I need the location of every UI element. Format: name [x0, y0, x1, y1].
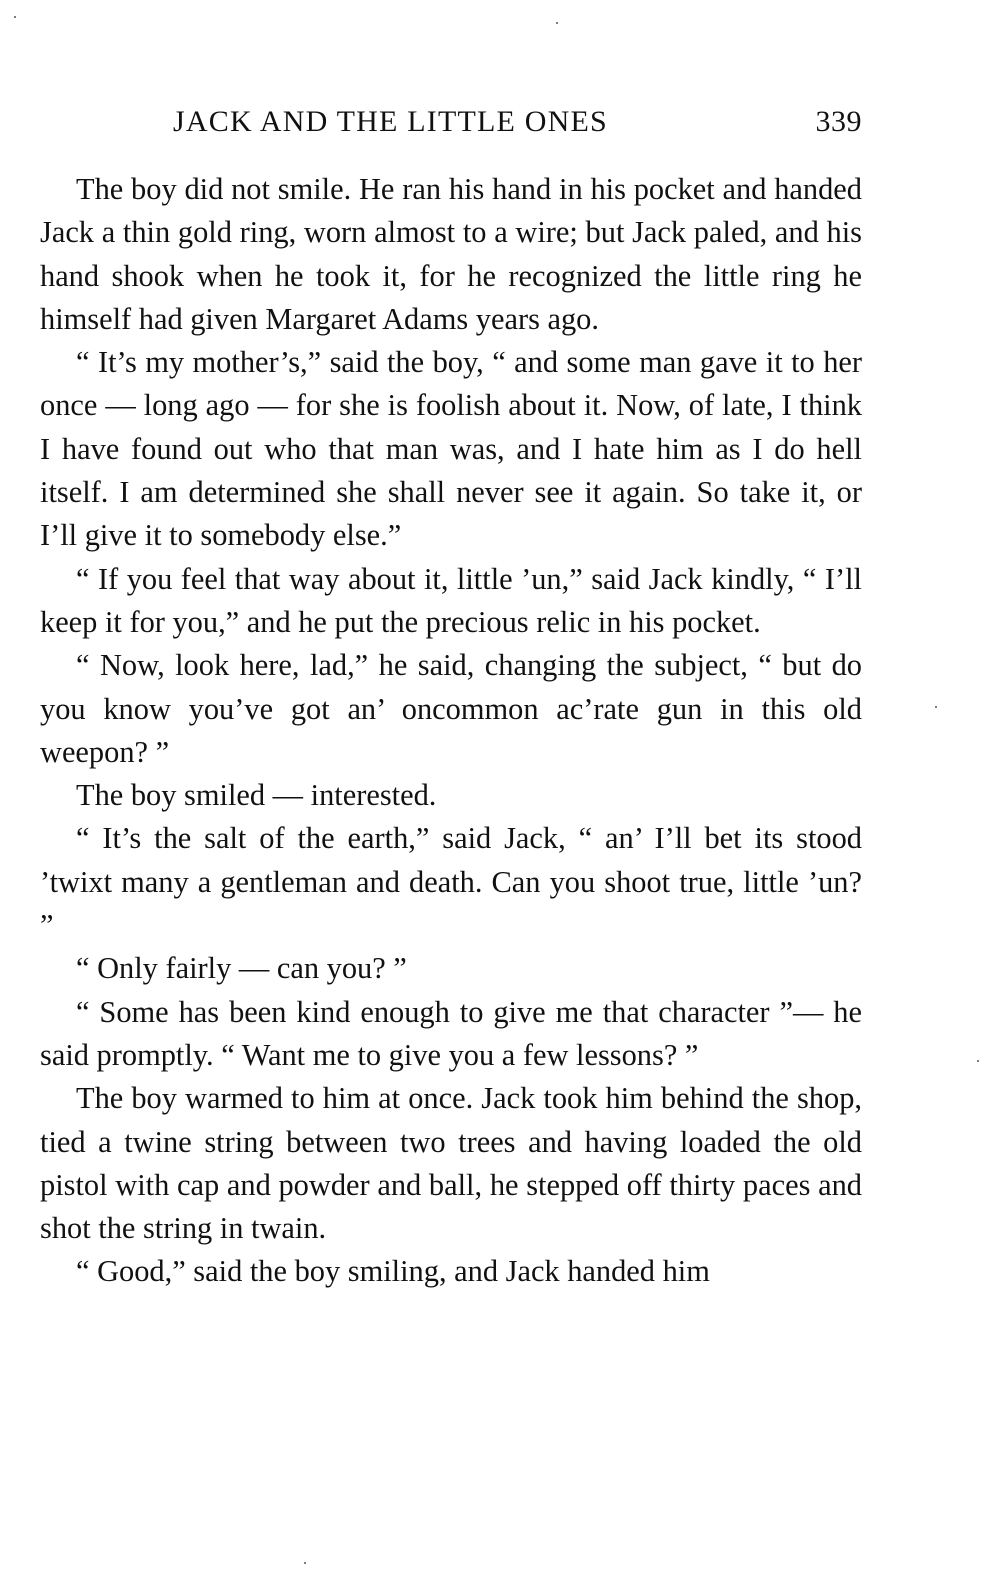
page-header	[40, 100, 862, 144]
paragraph: The boy smiled — interested.	[76, 778, 437, 813]
scan-speck	[304, 1562, 306, 1564]
body-text	[40, 168, 862, 1294]
scan-speck	[14, 16, 16, 18]
paragraph: “ It’s my mother’s,” said the boy, “ and some man gave it to her once — long ago — for she is foolish about it. Now, of late, I think I have found out who that man was, and I hate him as I do hell itself. I am determined she shall never see it again. So take it, or I’ll give it to somebody else.”	[40, 345, 862, 553]
paragraph: “ It’s the salt of the earth,” said Jack, “ an’ I’ll bet its stood ’twixt many a gentleman and death. Can you shoot true, little ’un? ”	[40, 821, 862, 943]
page-number: 339	[815, 105, 862, 138]
scan-speck	[935, 706, 937, 708]
paragraph: The boy did not smile. He ran his hand in his pocket and handed Jack a thin gold ring, worn almost to a wire; but Jack paled, and his hand shook when he took it, for he recognized the little ring he himself had given Margaret Adams years ago.	[40, 172, 862, 336]
paragraph: “ Good,” said the boy smiling, and Jack handed him	[76, 1254, 710, 1289]
paragraph: “ If you feel that way about it, little ’un,” said Jack kindly, “ I’ll keep it for you,” and he put the precious relic in his pocket.	[40, 561, 862, 639]
paragraph: “ Some has been kind enough to give me that character ”— he said promptly. “ Want me to give you a few lessons? ”	[40, 994, 862, 1072]
scan-speck	[556, 22, 558, 24]
paragraph: The boy warmed to him at once. Jack took him behind the shop, tied a twine string between two trees and having loaded the old pistol with cap and powder and ball, he stepped off thirty paces and shot the string in twain.	[40, 1081, 862, 1246]
scan-speck	[977, 1060, 979, 1062]
paragraph: “ Only fairly — can you? ”	[76, 951, 407, 986]
running-title: JACK AND THE LITTLE ONES	[173, 105, 608, 138]
paragraph: “ Now, look here, lad,” he said, changing the subject, “ but do you know you’ve got an’ oncommon ac’rate gun in this old weepon? ”	[40, 648, 862, 769]
